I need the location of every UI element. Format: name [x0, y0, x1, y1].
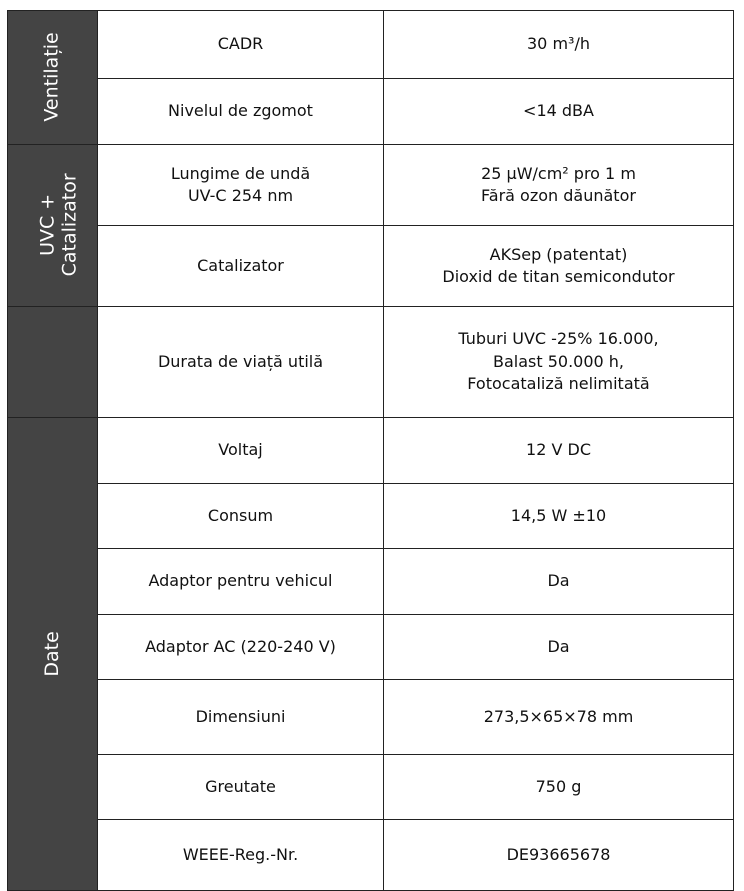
section-ventilatie	[8, 11, 98, 145]
spec-label-zgomot: Nivelul de zgomot	[98, 79, 384, 145]
spec-label-dimensiuni: Dimensiuni	[98, 680, 384, 755]
spec-value-voltaj: 12 V DC	[384, 418, 734, 484]
spec-label-weee: WEEE-Reg.-Nr.	[98, 820, 384, 891]
table-row	[8, 615, 734, 680]
section-durata	[8, 307, 98, 418]
spec-value-greutate: 750 g	[384, 755, 734, 820]
table-row	[8, 484, 734, 549]
table-row	[8, 820, 734, 891]
spec-label-adaptor-ac: Adaptor AC (220-240 V)	[98, 615, 384, 680]
spec-label-adaptor-vehicul: Adaptor pentru vehicul	[98, 549, 384, 615]
section-label-uvc: UVC + Catalizator	[36, 173, 81, 277]
table-row	[8, 418, 734, 484]
spec-value-durata: Tuburi UVC -25% 16.000, Balast 50.000 h, Fotocataliză nelimitată	[384, 307, 734, 418]
spec-label-lungime: Lungime de undă UV-C 254 nm	[98, 145, 384, 226]
spec-value-adaptor-vehicul: Da	[384, 549, 734, 615]
spec-label-greutate: Greutate	[98, 755, 384, 820]
spec-table	[7, 10, 734, 891]
section-uvc	[8, 145, 98, 307]
table-row	[8, 145, 734, 226]
table-row	[8, 755, 734, 820]
section-label-ventilatie: Ventilație	[40, 32, 63, 122]
spec-value-consum: 14,5 W ±10	[384, 484, 734, 549]
spec-value-zgomot: <14 dBA	[384, 79, 734, 145]
table-row	[8, 11, 734, 79]
section-date	[8, 418, 98, 891]
table-row	[8, 549, 734, 615]
spec-label-voltaj: Voltaj	[98, 418, 384, 484]
table-row	[8, 226, 734, 307]
section-label-date: Date	[40, 631, 63, 677]
spec-label-catalizator: Catalizator	[98, 226, 384, 307]
spec-label-durata: Durata de viață utilă	[98, 307, 384, 418]
spec-value-catalizator: AKSep (patentat) Dioxid de titan semicondutor	[384, 226, 734, 307]
spec-label-consum: Consum	[98, 484, 384, 549]
spec-value-cadr: 30 m³/h	[384, 11, 734, 79]
spec-value-weee: DE93665678	[384, 820, 734, 891]
spec-label-cadr: CADR	[98, 11, 384, 79]
spec-value-lungime: 25 µW/cm² pro 1 m Fără ozon dăunător	[384, 145, 734, 226]
table-row	[8, 680, 734, 755]
spec-value-dimensiuni: 273,5×65×78 mm	[384, 680, 734, 755]
table-row	[8, 79, 734, 145]
table-row	[8, 307, 734, 418]
spec-value-adaptor-ac: Da	[384, 615, 734, 680]
